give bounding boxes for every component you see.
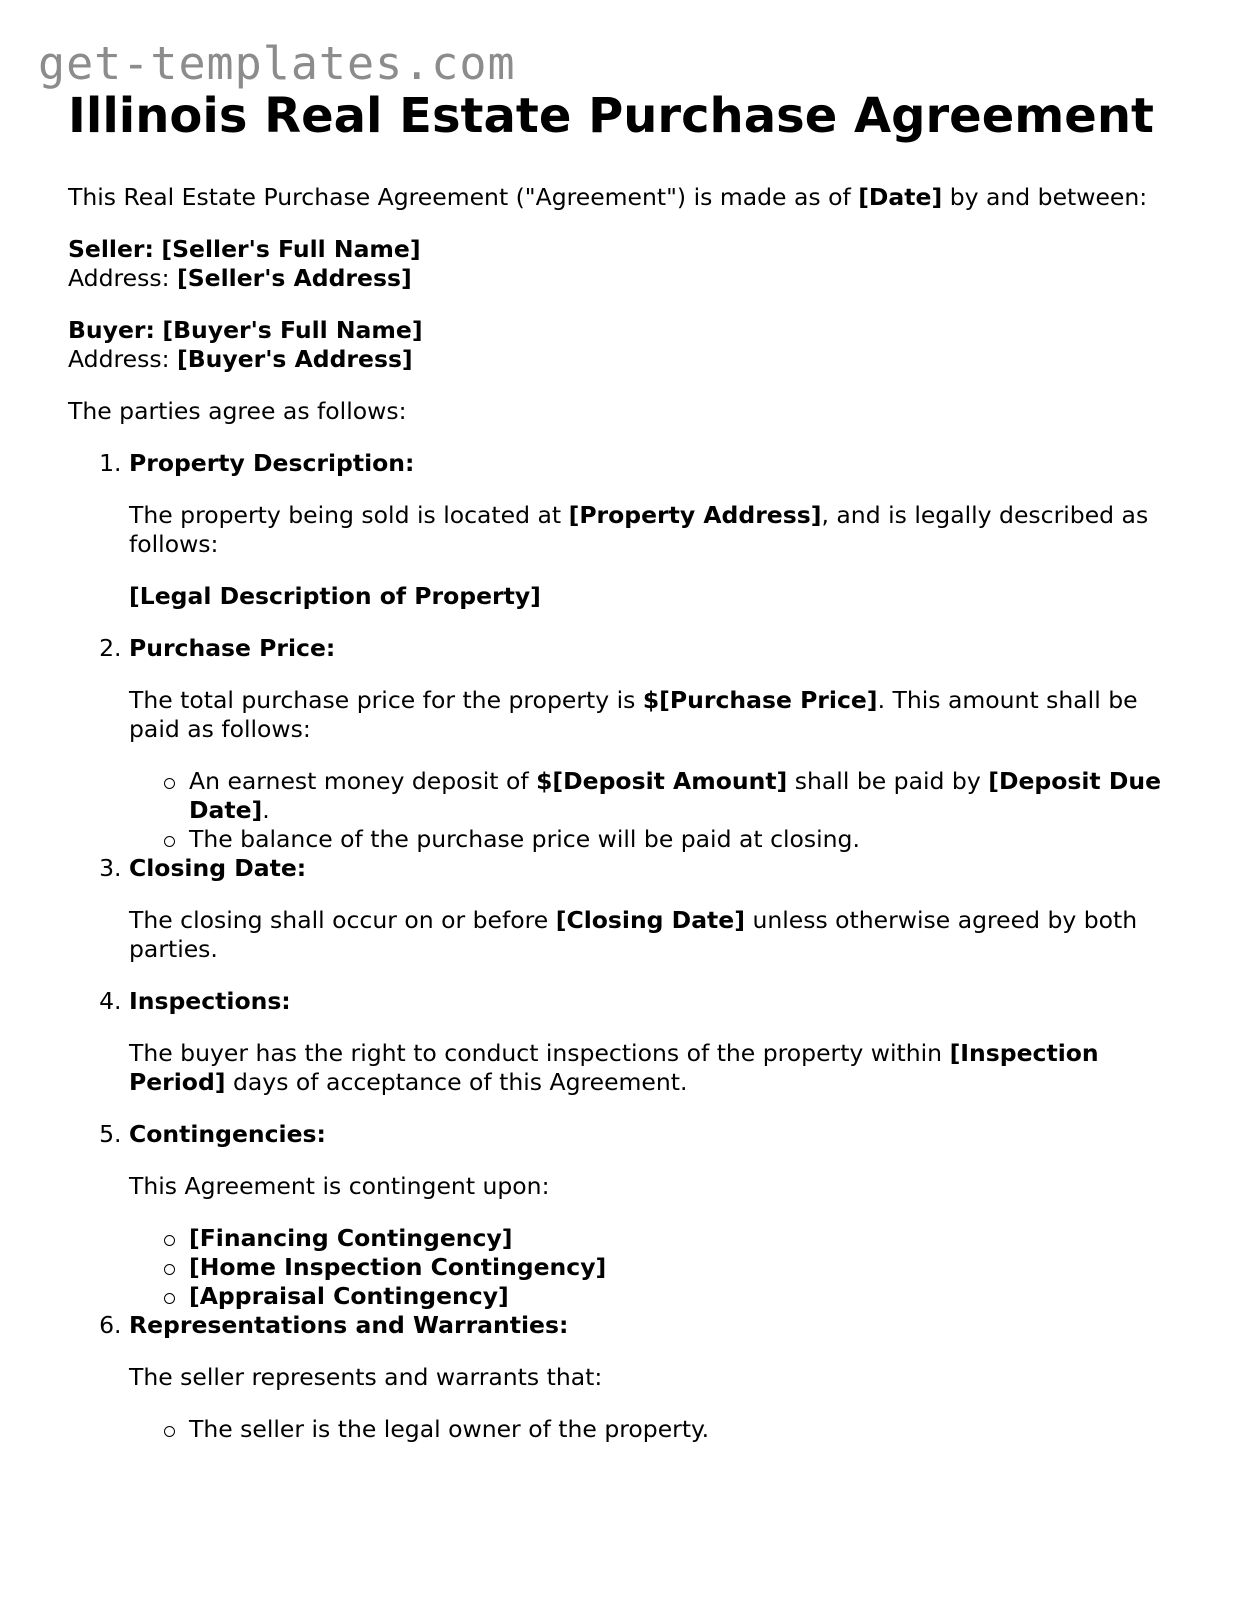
sections-list [68,449,1188,1444]
section-text-suffix: days of acceptance of this Agreement. [225,1068,688,1096]
property-address-placeholder: [Property Address] [568,501,822,529]
deposit-suffix: . [262,796,270,824]
section-text: The seller represents and warrants that: [129,1363,603,1391]
intro-paragraph [68,183,1188,212]
document-title: Illinois Real Estate Purchase Agreement [68,88,1154,144]
legal-description-text: [Legal Description of Property] [129,582,541,610]
seller-label: Seller: [68,235,154,263]
seller-address-line [68,264,1188,293]
seller-address-placeholder: [Seller's Address] [177,264,412,292]
list-item [189,1224,1188,1253]
section-text [129,686,1188,744]
section-contingencies [129,1120,1188,1311]
section-title: 6. Representations and Warranties: [129,1311,569,1339]
watermark: get-templates.com [38,37,516,90]
intro-suffix: by and between: [942,183,1148,211]
payment-list [129,767,1188,854]
buyer-name-placeholder: [Buyer's Full Name] [162,316,423,344]
section-text-suffix: unless otherwise agreed by both parties. [129,906,1138,963]
seller-block [68,235,1188,293]
buyer-address-placeholder: [Buyer's Address] [177,345,413,373]
section-closing-date [129,854,1188,964]
buyer-block [68,316,1188,374]
contingency-list [129,1224,1188,1311]
section-title: 3. Closing Date: [129,854,307,882]
agreement-date-placeholder: [Date] [858,183,943,211]
seller-address-label: Address: [68,264,170,292]
section-warranties [129,1311,1188,1444]
section-text [129,1039,1188,1097]
list-item [189,767,1188,825]
closing-date-placeholder: [Closing Date] [555,906,745,934]
seller-name-placeholder: [Seller's Full Name] [161,235,421,263]
buyer-address-line [68,345,1188,374]
purchase-price-placeholder: $[Purchase Price] [642,686,878,714]
intro-prefix: This Real Estate Purchase Agreement ("Agreement") is made as of [68,183,859,211]
buyer-name-line [68,316,1188,345]
contingency-placeholder: [Home Inspection Contingency] [189,1253,607,1281]
contingency-placeholder: [Appraisal Contingency] [189,1282,509,1310]
section-title: 4. Inspections: [129,987,291,1015]
seller-name-line [68,235,1188,264]
section-text [129,906,1188,964]
deposit-prefix: An earnest money deposit of [189,767,537,795]
section-text: This Agreement is contingent upon: [129,1172,550,1200]
section-purchase-price [129,634,1188,854]
section-text-suffix: . This amount shall be paid as follows: [129,686,1138,743]
buyer-label: Buyer: [68,316,155,344]
section-inspections [129,987,1188,1097]
inspection-period-placeholder: [Inspection Period] [129,1039,1099,1096]
section-text-prefix: The property being sold is located at [129,501,569,529]
section-title: 5. Contingencies: [129,1120,326,1148]
deposit-mid: shall be paid by [787,767,989,795]
deposit-amount-placeholder: $[Deposit Amount] [536,767,788,795]
section-property [129,449,1188,611]
buyer-address-label: Address: [68,345,170,373]
legal-description-placeholder [129,582,1188,611]
list-item: The seller is the legal owner of the property. [189,1415,1188,1444]
agree-statement: The parties agree as follows: [68,397,407,425]
deposit-date-placeholder: [Deposit Due Date] [189,767,1162,824]
contingency-placeholder: [Financing Contingency] [189,1224,513,1252]
section-title: 1. Property Description: [129,449,415,477]
section-text [129,501,1188,559]
list-item [189,1282,1188,1311]
section-text-prefix: The closing shall occur on or before [129,906,556,934]
list-item: The balance of the purchase price will be paid at closing. [189,825,1188,854]
section-title: 2. Purchase Price: [129,634,336,662]
section-text-prefix: The buyer has the right to conduct inspections of the property within [129,1039,950,1067]
document-page [68,88,1188,1444]
section-text-prefix: The total purchase price for the property is [129,686,643,714]
list-item [189,1253,1188,1282]
warranty-list [129,1415,1188,1444]
section-text-suffix: , and is legally described as follows: [129,501,1149,558]
